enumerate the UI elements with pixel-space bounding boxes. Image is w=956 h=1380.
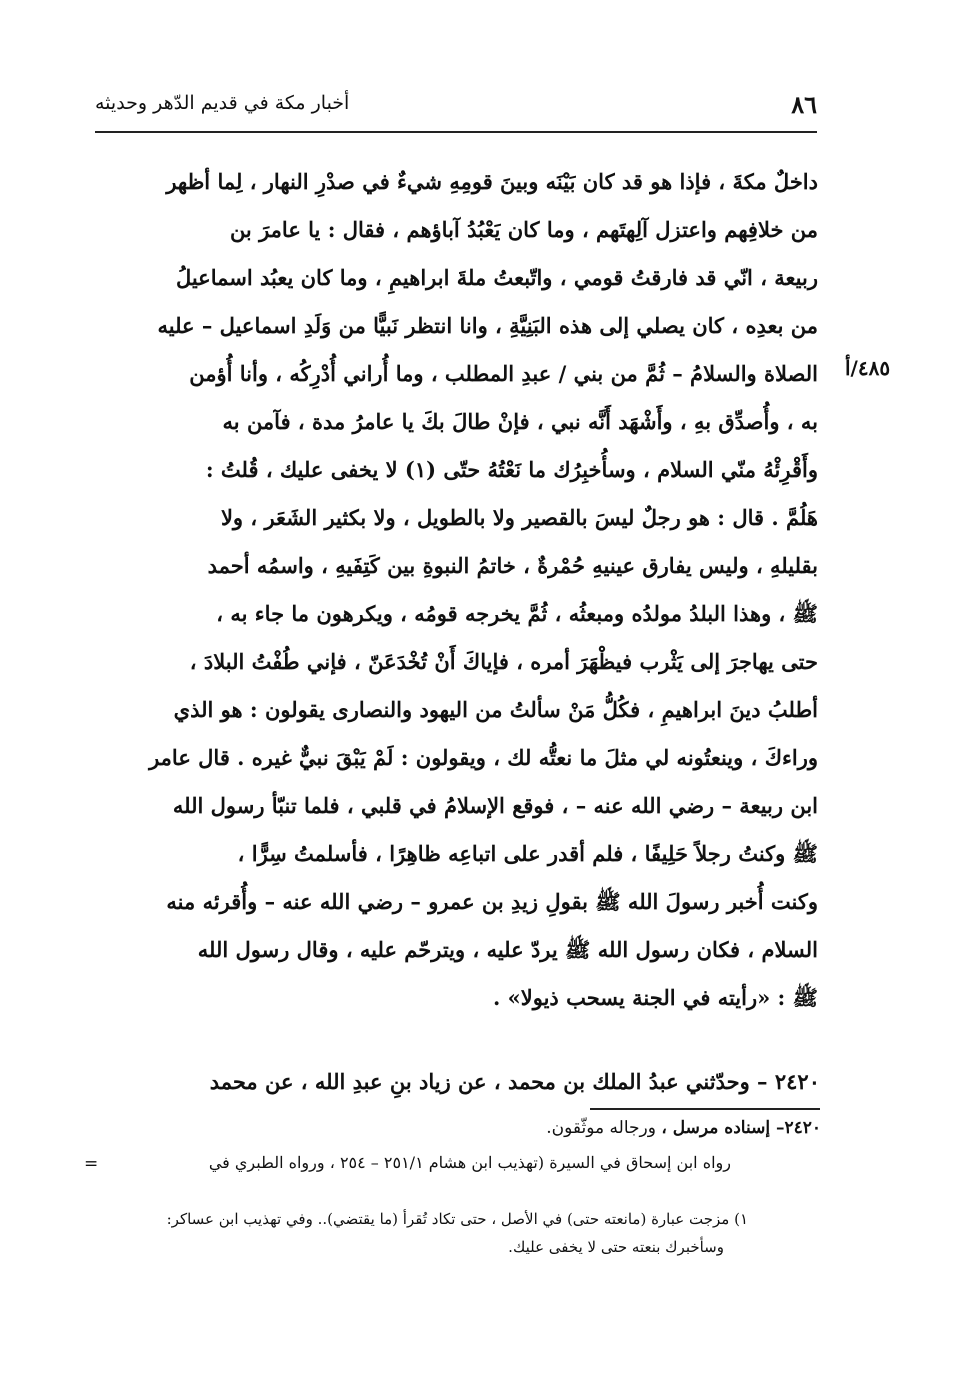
footnote-1-continued: وسأخبرك بنعته حتى لا يخفى عليك. [508, 1238, 724, 1256]
continuation-mark: = [84, 1154, 99, 1174]
text-line: ربيعة ، انّي قد فارقتُ قومي ، واتّبعتُ ملةَ ابراهيمِ ، وما كان يعبُد اسماعيلُ [175, 265, 818, 290]
running-title: أخبار مكة في قديم الدّهر وحديثه [95, 92, 350, 114]
footnote-isnad [546, 1118, 821, 1138]
text-line: حتى يهاجرَ إلى يَثْرب فيظْهَرَ أمره ، فإياكَ أَنْ تُخْدَعَنّ ، فإني طُفْتُ البلادَ ، [189, 649, 818, 674]
footnote-isnad-text: ورجاله موثّقون. [546, 1118, 662, 1138]
text-line: داخلٌ مكةَ ، فإذا هو قد كان بَيْنَه وبينَ قومِهِ شيءٌ في صدْرِ النهار ، لِما أظهر [166, 169, 818, 194]
footnote-isnad-label: ٢٤٢٠– إسناده مرسل ، [661, 1118, 821, 1138]
text-line: هَلُمَّ . قال : هو رجلٌ ليسَ بالقصير ولا بالطويل ، ولا بكثير الشَعَر ، ولا [220, 505, 818, 530]
text-line: ابن ربيعة – رضي الله عنه – ، فوقع الإسلامُ في قلبي ، فلما تنبّأ رسول الله [172, 793, 818, 818]
hadith-2420-line: ٢٤٢٠ – وحدّثني عبدُ الملك بن محمد ، عن زياد بنِ عبدِ الله ، عن محمد [209, 1069, 820, 1094]
text-line: ﷺ : «رأيته في الجنة يسحب ذيولا» . [493, 985, 818, 1010]
header-divider [95, 131, 817, 133]
page-header [95, 86, 817, 126]
footnote-divider [590, 1108, 820, 1110]
text-line: به ، وأُصدِّق بهِ ، وأَشْهَد أَنَّه نبي ، فإنْ طالَ بكَ يا عامرُ مدة ، فآمن به [222, 409, 818, 434]
text-line: وراءكَ ، وينعتُونه لي مثلَ ما نعتُّه لك ، ويقولون : لَمْ يَبْقَ نبيٌّ غيره . قال عامر [149, 745, 818, 770]
text-line: الصلاة والسلامُ – ثُمَّ من بني / عبدِ المطلب ، وما أُراني أُدْرِكُه ، وأنا أُؤمن [189, 361, 818, 386]
text-line: من خلافِهم واعتزل آلِهتَهم ، وما كان يَعْبُدُ آباؤهم ، فقال : يا عامرَ بن [229, 217, 818, 242]
footnote-source: رواه ابن إسحاق في السيرة (تهذيب ابن هشام ٢٥١/١ – ٢٥٤ ، ورواه الطبري في [208, 1153, 731, 1172]
page-number: ٨٦ [791, 90, 817, 119]
text-line: وكنت أُخبر رسولَ الله ﷺ بقولِ زيدِ بن عمرو – رضي الله عنه – وأُقرئه منه [166, 889, 818, 914]
text-line: السلام ، فكان رسول الله ﷺ يردّ عليه ، ويترحّم عليه ، وقال رسول الله [197, 937, 818, 962]
text-line: ﷺ وكنتُ رجلاً حَلِيفًا ، فلم أقدر على اتباعِه ظاهِرًا ، فأسلمتُ سِرًّا ، [237, 841, 818, 866]
text-line: من بعدِه ، كان يصلي إلى هذه البَنِيَّةِ ، وانا انتظر نَبيًّا من وَلَدِ اسماعيل – عليه [157, 313, 818, 338]
text-line: بقليلهِ ، وليس يفارق عينيهِ حُمْرةٌ ، خاتمُ النبوةِ بين كَتِفَيهِ ، واسمُه أحمد [207, 553, 818, 578]
text-line: وأَقْرِئْهُ منّي السلام ، وسأُخبِرُك ما نَعْتُهُ حتّى (١) لا يخفى عليك ، قُلتُ : [205, 457, 818, 482]
text-line: أطلبُ دينَ ابراهيمِ ، فكُلُّ مَنْ سألتُ من اليهود والنصارى يقولون : هو الذي [173, 697, 818, 722]
footnote-1: ١) مزجت عبارة (مانعته حتى) في الأصل ، حتى تكاد تُقرأ (ما يقتضي).. وفي تهذيب ابن عساكر: [166, 1210, 748, 1228]
text-line: ﷺ ، وهذا البلدُ مولدُه ومبعثُه ، ثُمَّ يخرجه قومُه ، ويكرهون ما جاء به ، [216, 601, 818, 626]
main-text [100, 158, 818, 1022]
folio-margin-note: ٤٨٥/أ [845, 356, 891, 380]
